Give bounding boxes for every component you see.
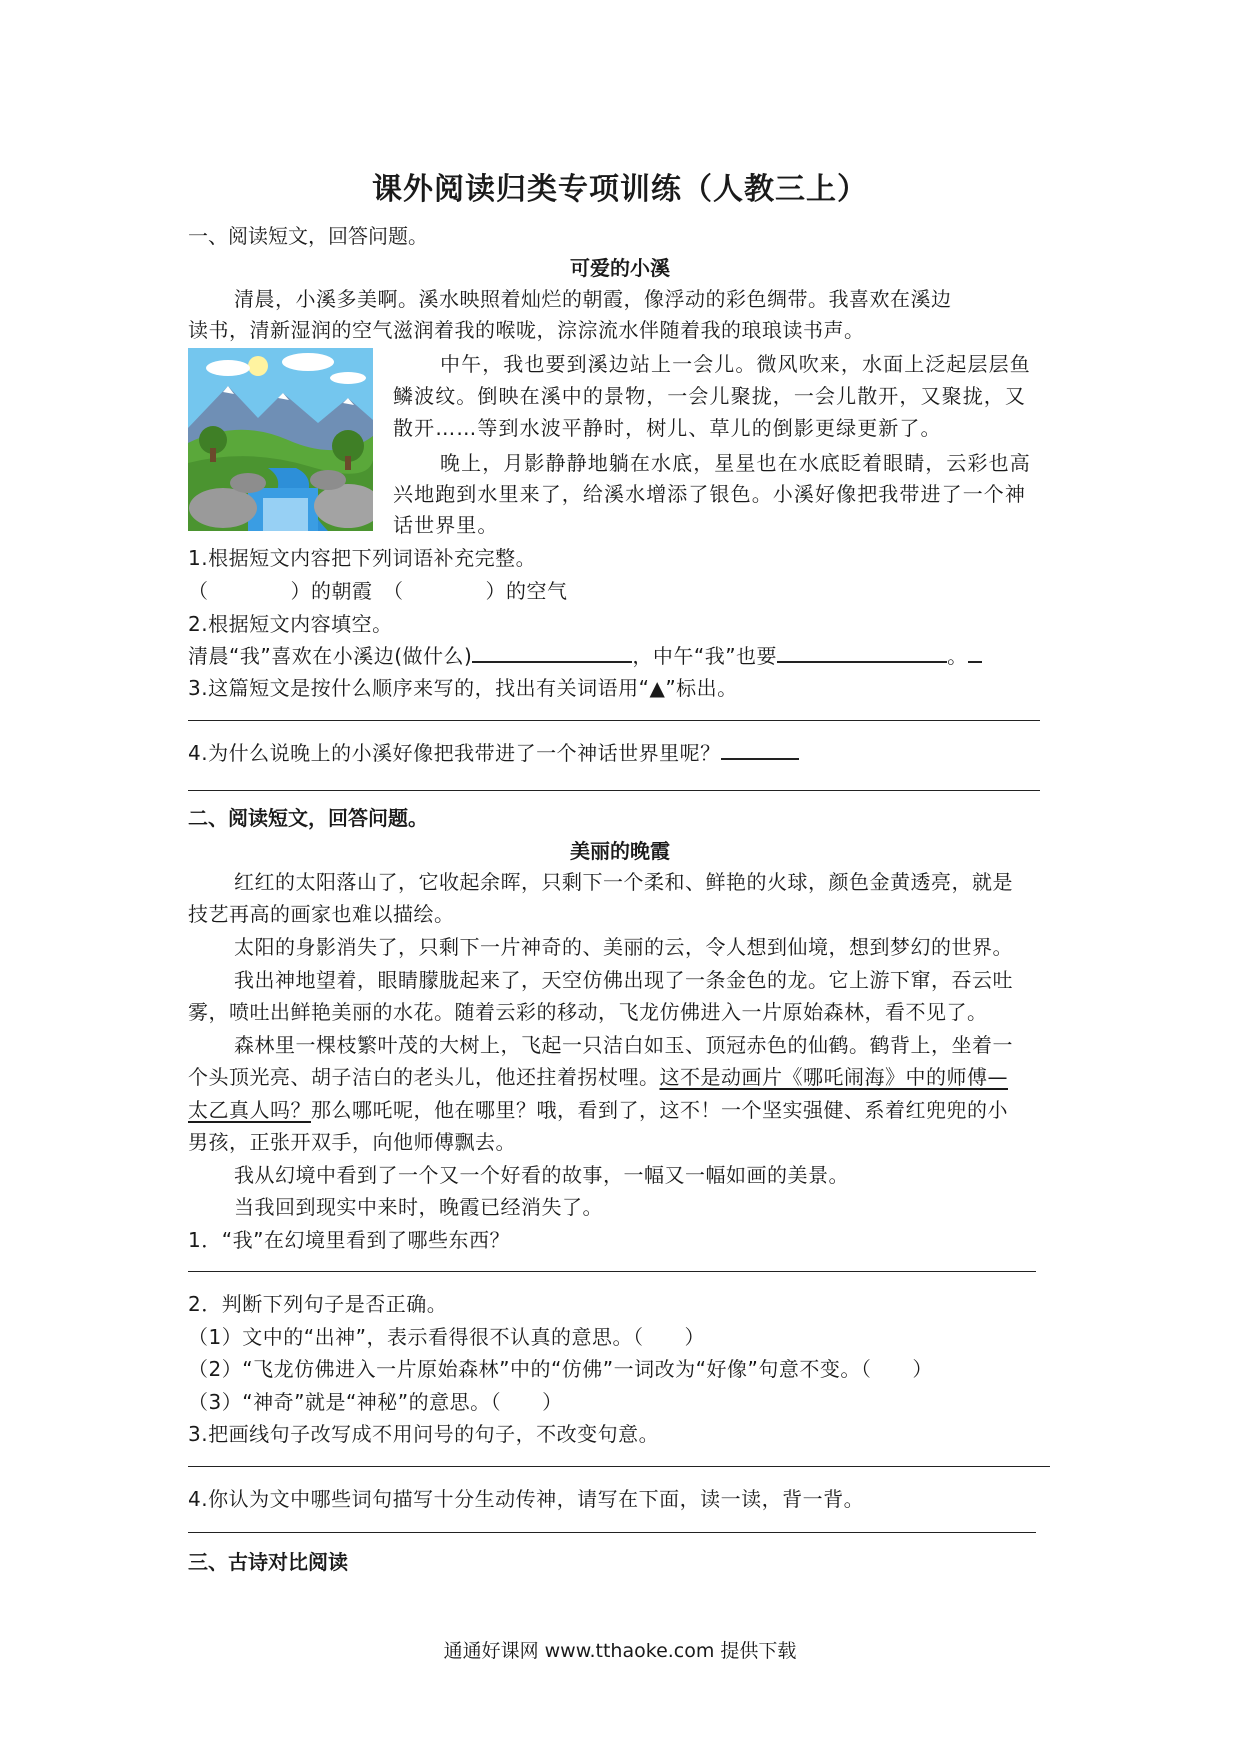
s1-paragraph3-line3: 话世界里。 <box>393 513 499 537</box>
s2-question1: 1．“我”在幻境里看到了哪些东西？ <box>188 1228 510 1252</box>
s1-question2-fill <box>188 640 982 669</box>
s2-question2: 2．判断下列句子是否正确。 <box>188 1292 448 1316</box>
section1-passage-title: 可爱的小溪 <box>570 256 670 280</box>
s2-question2-item2: （2）“飞龙仿佛进入一片原始森林”中的“仿佛”一词改为“好像”句意不变。（ ） <box>188 1357 933 1381</box>
page-title: 课外阅读归类专项训练（人教三上） <box>372 172 868 207</box>
s2-paragraph4-line2 <box>188 1061 1008 1090</box>
s1-paragraph3-line1: 晚上，月影静静地躺在水底，星星也在水底眨着眼睛，云彩也高 <box>440 451 1031 475</box>
section1-heading: 一、阅读短文，回答问题。 <box>188 224 428 248</box>
s2-paragraph6-line1: 当我回到现实中来时，晚霞已经消失了。 <box>234 1195 603 1219</box>
s2-paragraph1-line2: 技艺再高的画家也难以描绘。 <box>188 902 455 926</box>
s2-p4-text: 个头顶光亮、胡子洁白的老头儿，他还拄着拐杖哩。 <box>188 1065 660 1089</box>
s2-question2-item1: （1）文中的“出神”，表示看得很不认真的意思。（ ） <box>188 1325 705 1349</box>
s2-question2-item3: （3）“神奇”就是“神秘”的意思。（ ） <box>188 1390 563 1414</box>
s2-paragraph5-line1: 我从幻境中看到了一个又一个好看的故事，一幅又一幅如画的美景。 <box>234 1163 849 1187</box>
s1-question1: 1.根据短文内容把下列词语补充完整。 <box>188 546 537 570</box>
q2-text-end: 。 <box>947 644 968 668</box>
s2-p4-text-cont: 那么哪吒呢，他在哪里？哦，看到了，这不！一个坚实强健、系着红兜兜的小 <box>311 1098 1008 1122</box>
s2-paragraph4-line3 <box>188 1094 1008 1123</box>
s2-question4: 4.你认为文中哪些词句描写十分生动传神，请写在下面，读一读，背一背。 <box>188 1487 865 1511</box>
s1-paragraph2-line2: 鳞波纹。倒映在溪中的景物，一会儿聚拢，一会儿散开，又聚拢，又 <box>393 384 1026 408</box>
answer-line[interactable] <box>188 790 1040 791</box>
s1-question4 <box>188 737 799 766</box>
s1-question4-text: 4.为什么说晚上的小溪好像把我带进了一个神话世界里呢？ <box>188 741 721 765</box>
s2-paragraph4-line4: 男孩，正张开双手，向他师傅飘去。 <box>188 1130 516 1154</box>
s2-paragraph2-line1: 太阳的身影消失了，只剩下一片神奇的、美丽的云，令人想到仙境，想到梦幻的世界。 <box>234 935 1013 959</box>
underlined-sentence: 这不是动画片《哪吒闹海》中的师傅— <box>659 1065 1008 1089</box>
answer-blank[interactable] <box>472 641 632 663</box>
s2-paragraph3-line2: 雾，喷吐出鲜艳美丽的水花。随着云彩的移动，飞龙仿佛进入一片原始森林，看不见了。 <box>188 1000 988 1024</box>
section2-heading: 二、阅读短文，回答问题。 <box>188 806 428 830</box>
page-footer: 通通好课网 www.tthaoke.com 提供下载 <box>443 1640 797 1662</box>
answer-line[interactable] <box>188 720 1040 721</box>
s1-question3: 3.这篇短文是按什么顺序来写的，找出有关词语用“▲”标出。 <box>188 676 738 700</box>
s2-paragraph4-line1: 森林里一棵枝繁叶茂的大树上，飞起一只洁白如玉、顶冠赤色的仙鹤。鹤背上，坐着一 <box>234 1033 1013 1057</box>
s2-paragraph1-line1: 红红的太阳落山了，它收起余晖，只剩下一个柔和、鲜艳的火球，颜色金黄透亮，就是 <box>234 870 1013 894</box>
answer-line[interactable] <box>188 1532 1036 1533</box>
s1-question2: 2.根据短文内容填空。 <box>188 612 393 636</box>
answer-blank[interactable] <box>777 641 947 663</box>
underlined-sentence-end: 太乙真人吗？ <box>188 1098 311 1122</box>
stream-landscape-illustration <box>188 348 373 531</box>
s1-paragraph1-line2: 读书，清新湿润的空气滋润着我的喉咙，淙淙流水伴随着我的琅琅读书声。 <box>188 318 865 342</box>
answer-blank[interactable] <box>721 738 799 760</box>
s2-question3: 3.把画线句子改写成不用问号的句子，不改变句意。 <box>188 1422 660 1446</box>
s1-paragraph2-line1: 中午，我也要到溪边站上一会儿。微风吹来，水面上泛起层层鱼 <box>440 352 1031 376</box>
q2-text-noon: ，中午“我”也要 <box>632 644 778 668</box>
s1-question1-blanks: （ ）的朝霞 （ ）的空气 <box>188 579 568 603</box>
answer-line[interactable] <box>188 1466 1050 1467</box>
section2-passage-title: 美丽的晚霞 <box>570 839 670 863</box>
section3-heading: 三、古诗对比阅读 <box>188 1550 348 1574</box>
s1-paragraph2-line3: 散开……等到水波平静时，树儿、草儿的倒影更绿更新了。 <box>393 416 942 440</box>
s1-paragraph3-line2: 兴地跑到水里来了，给溪水增添了银色。小溪好像把我带进了一个神 <box>393 482 1026 506</box>
s1-paragraph1-line1: 清晨，小溪多美啊。溪水映照着灿烂的朝霞，像浮动的彩色绸带。我喜欢在溪边 <box>234 287 952 311</box>
q2-text-morning: 清晨“我”喜欢在小溪边(做什么) <box>188 644 473 668</box>
answer-blank-tail <box>968 641 982 663</box>
s2-paragraph3-line1: 我出神地望着，眼睛朦胧起来了，天空仿佛出现了一条金色的龙。它上游下窜，吞云吐 <box>234 968 1013 992</box>
answer-line[interactable] <box>188 1271 1036 1272</box>
